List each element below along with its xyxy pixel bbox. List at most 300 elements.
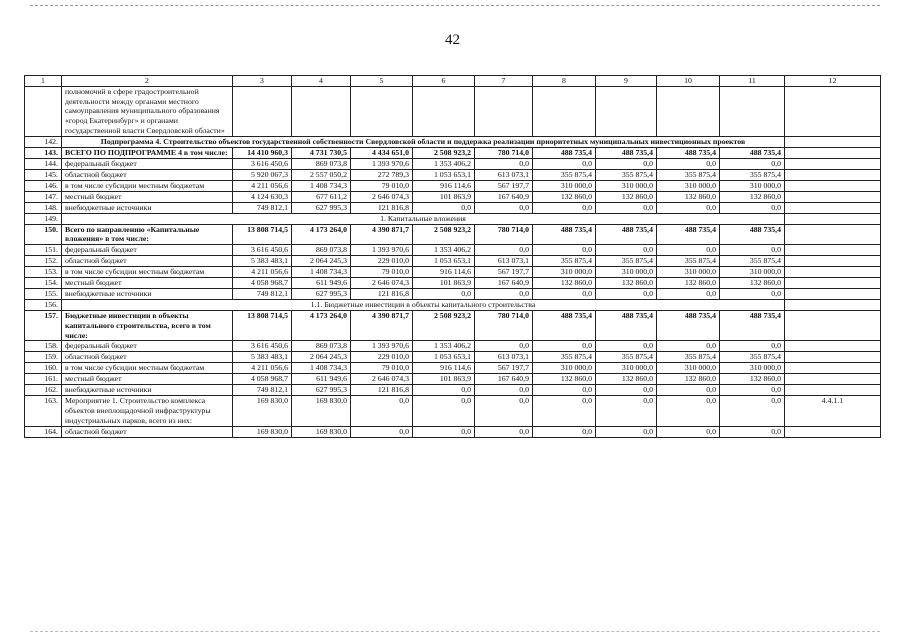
value-cell: 355 875,4	[720, 169, 785, 180]
value-cell: 0,0	[475, 385, 533, 396]
table-row	[25, 374, 881, 385]
value-cell: 4 058 968,7	[233, 278, 292, 289]
row-label: Мероприятие 1. Строительство комплекса объектов внеплощадочной инфраструктуры индустриальных парков, всего из них:	[62, 396, 233, 426]
row-number: 155.	[25, 289, 62, 300]
value-cell	[351, 87, 413, 137]
value-cell: 488 735,4	[657, 311, 720, 341]
table-row	[25, 180, 881, 191]
value-cell: 2 064 245,3	[292, 352, 351, 363]
target-ref	[785, 191, 881, 202]
table-row	[25, 191, 881, 202]
value-cell: 4 211 056,6	[233, 267, 292, 278]
value-cell: 749 812,1	[233, 385, 292, 396]
value-cell: 0,0	[596, 426, 657, 437]
value-cell: 0,0	[596, 245, 657, 256]
value-cell: 613 073,1	[475, 256, 533, 267]
value-cell	[657, 87, 720, 137]
value-cell: 167 640,9	[475, 374, 533, 385]
value-cell: 0,0	[720, 245, 785, 256]
value-cell: 488 735,4	[596, 311, 657, 341]
value-cell: 101 863,9	[413, 278, 475, 289]
value-cell: 0,0	[533, 426, 596, 437]
value-cell: 488 735,4	[533, 224, 596, 244]
value-cell: 0,0	[596, 202, 657, 213]
value-cell: 169 830,0	[233, 426, 292, 437]
value-cell: 310 000,0	[533, 180, 596, 191]
value-cell: 869 073,8	[292, 341, 351, 352]
value-cell: 355 875,4	[596, 352, 657, 363]
value-cell: 0,0	[533, 341, 596, 352]
value-cell: 0,0	[533, 396, 596, 426]
value-cell: 13 808 714,5	[233, 311, 292, 341]
page-top-rule	[30, 5, 880, 6]
value-cell: 310 000,0	[657, 267, 720, 278]
budget-table	[24, 75, 881, 438]
value-cell: 488 735,4	[720, 147, 785, 158]
row-label: областной бюджет	[62, 352, 233, 363]
value-cell: 780 714,0	[475, 147, 533, 158]
value-cell: 3 616 450,6	[233, 158, 292, 169]
table-row	[25, 300, 881, 311]
value-cell: 0,0	[533, 245, 596, 256]
value-cell	[233, 87, 292, 137]
row-label: в том числе субсидии местным бюджетам	[62, 363, 233, 374]
value-cell: 1 353 406,2	[413, 158, 475, 169]
value-cell: 167 640,9	[475, 191, 533, 202]
header-cell: 3	[233, 76, 292, 87]
table-row	[25, 245, 881, 256]
value-cell: 132 860,0	[596, 191, 657, 202]
empty-cell	[785, 300, 881, 311]
value-cell: 1 408 734,3	[292, 363, 351, 374]
value-cell: 355 875,4	[596, 169, 657, 180]
section-title: Подпрограмма 4. Строительство объектов государственной собственности Свердловской области и поддержка реализации приоритетных муниципальных инвестиционных проектов	[62, 136, 785, 147]
header-cell: 12	[785, 76, 881, 87]
value-cell	[596, 87, 657, 137]
value-cell: 627 995,3	[292, 202, 351, 213]
value-cell: 0,0	[475, 341, 533, 352]
value-cell: 0,0	[475, 289, 533, 300]
value-cell: 0,0	[720, 385, 785, 396]
row-label: ВСЕГО ПО ПОДПРОГРАММЕ 4 в том числе:	[62, 147, 233, 158]
row-number: 149.	[25, 213, 62, 224]
value-cell: 0,0	[657, 289, 720, 300]
table-row	[25, 352, 881, 363]
row-number: 160.	[25, 363, 62, 374]
value-cell	[292, 87, 351, 137]
value-cell: 310 000,0	[657, 363, 720, 374]
row-label: местный бюджет	[62, 374, 233, 385]
row-number: 162.	[25, 385, 62, 396]
row-label: в том числе субсидии местным бюджетам	[62, 267, 233, 278]
table-row	[25, 136, 881, 147]
row-number: 159.	[25, 352, 62, 363]
row-label: федеральный бюджет	[62, 245, 233, 256]
value-cell: 132 860,0	[596, 278, 657, 289]
value-cell: 488 735,4	[657, 224, 720, 244]
row-label: местный бюджет	[62, 278, 233, 289]
page-number: 42	[445, 32, 460, 48]
value-cell: 1 053 653,1	[413, 256, 475, 267]
value-cell: 0,0	[413, 396, 475, 426]
value-cell: 2 646 074,3	[351, 374, 413, 385]
row-label: местный бюджет	[62, 191, 233, 202]
value-cell: 101 863,9	[413, 191, 475, 202]
value-cell: 0,0	[533, 158, 596, 169]
value-cell: 14 410 960,3	[233, 147, 292, 158]
row-label: областной бюджет	[62, 169, 233, 180]
value-cell: 1 353 406,2	[413, 341, 475, 352]
value-cell: 5 383 483,1	[233, 256, 292, 267]
target-ref	[785, 87, 881, 137]
row-label: федеральный бюджет	[62, 341, 233, 352]
value-cell: 310 000,0	[596, 267, 657, 278]
value-cell: 355 875,4	[533, 352, 596, 363]
target-ref	[785, 278, 881, 289]
target-ref	[785, 289, 881, 300]
header-cell: 6	[413, 76, 475, 87]
target-ref	[785, 267, 881, 278]
value-cell: 169 830,0	[292, 426, 351, 437]
value-cell: 310 000,0	[720, 363, 785, 374]
value-cell: 488 735,4	[720, 311, 785, 341]
value-cell: 0,0	[657, 245, 720, 256]
value-cell	[413, 87, 475, 137]
value-cell: 5 383 483,1	[233, 352, 292, 363]
table-row	[25, 396, 881, 426]
value-cell: 0,0	[533, 385, 596, 396]
value-cell: 1 408 734,3	[292, 180, 351, 191]
table-row	[25, 278, 881, 289]
value-cell: 4 434 651,0	[351, 147, 413, 158]
row-number: 161.	[25, 374, 62, 385]
value-cell: 0,0	[475, 245, 533, 256]
table-row	[25, 158, 881, 169]
value-cell: 167 640,9	[475, 278, 533, 289]
value-cell: 2 508 923,2	[413, 224, 475, 244]
value-cell: 0,0	[657, 426, 720, 437]
row-number	[25, 87, 62, 137]
target-ref	[785, 180, 881, 191]
table-row	[25, 202, 881, 213]
value-cell: 567 197,7	[475, 363, 533, 374]
value-cell: 488 735,4	[596, 224, 657, 244]
value-cell: 229 010,0	[351, 256, 413, 267]
row-label: федеральный бюджет	[62, 158, 233, 169]
value-cell: 355 875,4	[596, 256, 657, 267]
value-cell: 355 875,4	[657, 256, 720, 267]
value-cell: 132 860,0	[533, 278, 596, 289]
value-cell: 4 058 968,7	[233, 374, 292, 385]
value-cell: 355 875,4	[657, 352, 720, 363]
value-cell: 567 197,7	[475, 180, 533, 191]
row-number: 143.	[25, 147, 62, 158]
value-cell: 355 875,4	[720, 256, 785, 267]
value-cell: 0,0	[596, 289, 657, 300]
value-cell: 1 053 653,1	[413, 169, 475, 180]
value-cell: 2 508 923,2	[413, 147, 475, 158]
row-label: областной бюджет	[62, 426, 233, 437]
row-label: внебюджетные источники	[62, 202, 233, 213]
value-cell: 4 390 871,7	[351, 224, 413, 244]
value-cell: 121 816,8	[351, 289, 413, 300]
value-cell: 132 860,0	[657, 191, 720, 202]
table-row	[25, 224, 881, 244]
value-cell: 0,0	[596, 158, 657, 169]
value-cell: 0,0	[596, 396, 657, 426]
table-row	[25, 87, 881, 137]
value-cell: 627 995,3	[292, 289, 351, 300]
value-cell: 169 830,0	[233, 396, 292, 426]
value-cell: 1 393 970,6	[351, 158, 413, 169]
value-cell: 132 860,0	[720, 278, 785, 289]
value-cell: 132 860,0	[720, 374, 785, 385]
row-number: 142.	[25, 136, 62, 147]
value-cell: 2 646 074,3	[351, 278, 413, 289]
row-number: 145.	[25, 169, 62, 180]
header-cell: 9	[596, 76, 657, 87]
row-label: внебюджетные источники	[62, 289, 233, 300]
value-cell: 0,0	[533, 202, 596, 213]
value-cell: 132 860,0	[657, 374, 720, 385]
value-cell: 132 860,0	[533, 191, 596, 202]
table-row	[25, 147, 881, 158]
target-ref	[785, 245, 881, 256]
table-row	[25, 169, 881, 180]
value-cell: 5 920 067,3	[233, 169, 292, 180]
value-cell: 310 000,0	[596, 180, 657, 191]
value-cell: 0,0	[720, 202, 785, 213]
table-row	[25, 267, 881, 278]
value-cell: 613 073,1	[475, 352, 533, 363]
table-row	[25, 289, 881, 300]
value-cell: 4 390 871,7	[351, 311, 413, 341]
row-number: 148.	[25, 202, 62, 213]
table-row	[25, 213, 881, 224]
value-cell: 310 000,0	[657, 180, 720, 191]
value-cell: 749 812,1	[233, 289, 292, 300]
value-cell: 132 860,0	[596, 374, 657, 385]
value-cell: 0,0	[657, 385, 720, 396]
table-row	[25, 256, 881, 267]
value-cell: 0,0	[413, 289, 475, 300]
row-number: 151.	[25, 245, 62, 256]
header-cell: 5	[351, 76, 413, 87]
value-cell: 0,0	[351, 426, 413, 437]
header-cell: 11	[720, 76, 785, 87]
row-label: полномочий в сфере градостроительной деятельности между органами местного самоуправления муниципального образования «город Екатеринбург» и органами государственной власти Свердловской области»	[62, 87, 233, 137]
table-row	[25, 426, 881, 437]
value-cell: 916 114,6	[413, 267, 475, 278]
value-cell: 1 353 406,2	[413, 245, 475, 256]
value-cell: 488 735,4	[533, 147, 596, 158]
page-bottom-rule	[30, 631, 880, 632]
value-cell: 3 616 450,6	[233, 245, 292, 256]
row-label: Всего по направлению «Капитальные вложения» в том числе:	[62, 224, 233, 244]
value-cell: 627 995,3	[292, 385, 351, 396]
value-cell: 677 611,2	[292, 191, 351, 202]
value-cell: 1 393 970,6	[351, 341, 413, 352]
value-cell: 488 735,4	[657, 147, 720, 158]
row-label: Бюджетные инвестиции в объекты капитального строительства, всего в том числе:	[62, 311, 233, 341]
section-title: 1.1. Бюджетные инвестиции в объекты капитального строительства	[62, 300, 785, 311]
table-header-row	[25, 76, 881, 87]
value-cell: 1 393 970,6	[351, 245, 413, 256]
value-cell: 310 000,0	[533, 363, 596, 374]
section-title: 1. Капитальные вложения	[62, 213, 785, 224]
value-cell: 611 949,6	[292, 374, 351, 385]
row-number: 158.	[25, 341, 62, 352]
value-cell	[475, 87, 533, 137]
value-cell: 916 114,6	[413, 180, 475, 191]
target-ref	[785, 224, 881, 244]
value-cell: 916 114,6	[413, 363, 475, 374]
value-cell: 4 211 056,6	[233, 180, 292, 191]
value-cell: 4 124 630,3	[233, 191, 292, 202]
table-row	[25, 341, 881, 352]
value-cell: 355 875,4	[720, 352, 785, 363]
target-ref	[785, 341, 881, 352]
row-number: 153.	[25, 267, 62, 278]
value-cell: 488 735,4	[596, 147, 657, 158]
value-cell: 0,0	[596, 341, 657, 352]
header-cell: 7	[475, 76, 533, 87]
value-cell: 132 860,0	[720, 191, 785, 202]
row-number: 157.	[25, 311, 62, 341]
value-cell: 355 875,4	[533, 169, 596, 180]
row-label: внебюджетные источники	[62, 385, 233, 396]
value-cell: 121 816,8	[351, 385, 413, 396]
row-number: 146.	[25, 180, 62, 191]
table-row	[25, 311, 881, 341]
value-cell: 355 875,4	[657, 169, 720, 180]
header-cell: 10	[657, 76, 720, 87]
target-ref	[785, 256, 881, 267]
value-cell: 2 508 923,2	[413, 311, 475, 341]
value-cell: 1 053 653,1	[413, 352, 475, 363]
row-number: 164.	[25, 426, 62, 437]
value-cell: 132 860,0	[657, 278, 720, 289]
empty-cell	[785, 136, 881, 147]
value-cell: 132 860,0	[533, 374, 596, 385]
value-cell: 4 731 730,5	[292, 147, 351, 158]
value-cell: 101 863,9	[413, 374, 475, 385]
value-cell: 310 000,0	[596, 363, 657, 374]
target-ref	[785, 426, 881, 437]
target-ref	[785, 311, 881, 341]
value-cell: 13 808 714,5	[233, 224, 292, 244]
target-ref	[785, 169, 881, 180]
value-cell: 0,0	[720, 158, 785, 169]
value-cell: 0,0	[657, 341, 720, 352]
value-cell: 611 949,6	[292, 278, 351, 289]
value-cell: 2 064 245,3	[292, 256, 351, 267]
value-cell: 121 816,8	[351, 202, 413, 213]
row-number: 156.	[25, 300, 62, 311]
table-row	[25, 363, 881, 374]
value-cell: 0,0	[475, 426, 533, 437]
value-cell: 2 557 050,2	[292, 169, 351, 180]
value-cell: 0,0	[657, 396, 720, 426]
value-cell: 0,0	[720, 426, 785, 437]
value-cell: 567 197,7	[475, 267, 533, 278]
value-cell: 0,0	[475, 202, 533, 213]
row-number: 163.	[25, 396, 62, 426]
target-ref	[785, 147, 881, 158]
header-cell: 4	[292, 76, 351, 87]
target-ref	[785, 385, 881, 396]
value-cell: 869 073,8	[292, 158, 351, 169]
header-cell: 2	[62, 76, 233, 87]
value-cell: 749 812,1	[233, 202, 292, 213]
value-cell: 780 714,0	[475, 311, 533, 341]
row-number: 154.	[25, 278, 62, 289]
table-row	[25, 385, 881, 396]
row-number: 150.	[25, 224, 62, 244]
value-cell: 488 735,4	[720, 224, 785, 244]
value-cell: 780 714,0	[475, 224, 533, 244]
value-cell: 613 073,1	[475, 169, 533, 180]
target-ref	[785, 158, 881, 169]
value-cell: 79 010,0	[351, 363, 413, 374]
value-cell: 310 000,0	[720, 267, 785, 278]
value-cell: 4 173 264,0	[292, 224, 351, 244]
target-ref	[785, 202, 881, 213]
target-ref	[785, 363, 881, 374]
target-ref: 4.4.1.1	[785, 396, 881, 426]
value-cell: 2 646 074,3	[351, 191, 413, 202]
value-cell	[533, 87, 596, 137]
value-cell: 3 616 450,6	[233, 341, 292, 352]
value-cell: 0,0	[720, 341, 785, 352]
value-cell: 0,0	[720, 396, 785, 426]
header-cell: 8	[533, 76, 596, 87]
value-cell: 0,0	[720, 289, 785, 300]
value-cell: 0,0	[657, 202, 720, 213]
row-label: в том числе субсидии местным бюджетам	[62, 180, 233, 191]
header-cell: 1	[25, 76, 62, 87]
value-cell: 0,0	[657, 158, 720, 169]
value-cell: 0,0	[475, 396, 533, 426]
value-cell: 4 173 264,0	[292, 311, 351, 341]
value-cell: 488 735,4	[533, 311, 596, 341]
value-cell: 169 830,0	[292, 396, 351, 426]
value-cell: 1 408 734,3	[292, 267, 351, 278]
value-cell: 0,0	[351, 396, 413, 426]
value-cell: 0,0	[533, 289, 596, 300]
value-cell: 0,0	[413, 426, 475, 437]
value-cell: 310 000,0	[533, 267, 596, 278]
value-cell: 272 789,3	[351, 169, 413, 180]
value-cell: 355 875,4	[533, 256, 596, 267]
value-cell: 0,0	[413, 385, 475, 396]
row-number: 147.	[25, 191, 62, 202]
empty-cell	[785, 213, 881, 224]
value-cell: 0,0	[475, 158, 533, 169]
value-cell: 310 000,0	[720, 180, 785, 191]
row-number: 152.	[25, 256, 62, 267]
value-cell: 4 211 056,6	[233, 363, 292, 374]
value-cell: 79 010,0	[351, 180, 413, 191]
target-ref	[785, 374, 881, 385]
value-cell: 79 010,0	[351, 267, 413, 278]
value-cell: 869 073,8	[292, 245, 351, 256]
value-cell: 0,0	[596, 385, 657, 396]
value-cell: 0,0	[413, 202, 475, 213]
value-cell	[720, 87, 785, 137]
target-ref	[785, 352, 881, 363]
row-label: областной бюджет	[62, 256, 233, 267]
